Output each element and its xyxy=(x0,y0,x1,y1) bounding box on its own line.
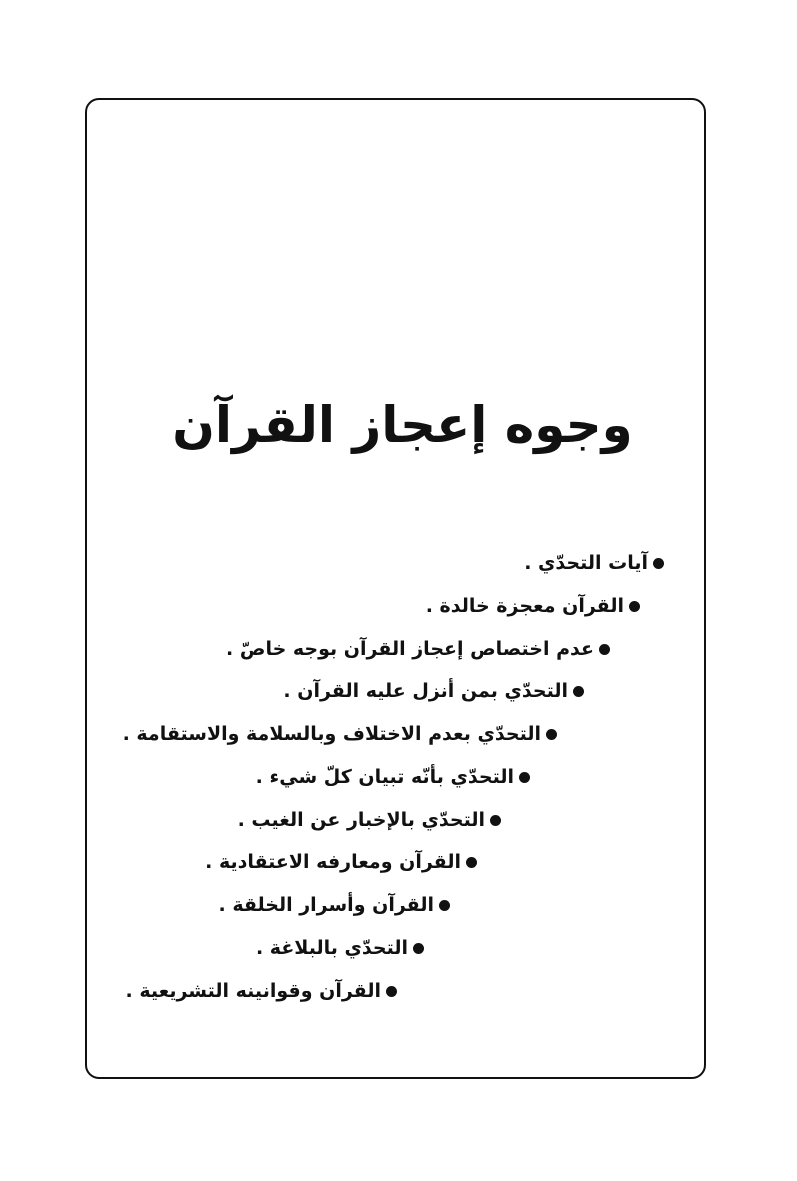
list-item-text: القرآن وأسرار الخلقة . xyxy=(218,894,434,916)
list-item-text: التحدّي بالبلاغة . xyxy=(255,937,408,959)
list-item-text: القرآن معجزة خالدة . xyxy=(425,595,624,617)
list-item xyxy=(524,548,664,578)
list-item xyxy=(256,933,424,963)
list-item xyxy=(238,805,501,835)
list-item xyxy=(426,591,640,621)
bullet-icon xyxy=(519,772,530,783)
list-item-text: التحدّي بمن أنزل عليه القرآن . xyxy=(283,680,568,702)
list-item xyxy=(123,719,557,749)
bullet-icon xyxy=(653,558,664,569)
page-frame xyxy=(85,98,706,1079)
list-item-text: آيات التحدّي . xyxy=(524,552,648,574)
list-item-text: القرآن ومعارفه الاعتقادية . xyxy=(205,851,461,873)
bullet-icon xyxy=(466,857,477,868)
bullet-icon xyxy=(573,686,584,697)
bullet-icon xyxy=(413,943,424,954)
list-item xyxy=(218,890,450,920)
bullet-icon xyxy=(599,644,610,655)
bullet-icon xyxy=(386,986,397,997)
page-title: وجوه إعجاز القرآن xyxy=(172,396,633,454)
bullet-icon xyxy=(439,900,450,911)
bullet-icon xyxy=(490,815,501,826)
list-item xyxy=(256,762,530,792)
list-item-text: القرآن وقوانينه التشريعية . xyxy=(125,980,381,1002)
list-item xyxy=(283,676,584,706)
list-item-text: التحدّي بعدم الاختلاف وبالسلامة والاستقامة . xyxy=(122,723,541,745)
list-item-text: التحدّي بأنّه تبيان كلّ شيء . xyxy=(255,766,514,788)
list-item xyxy=(126,976,397,1006)
bullet-icon xyxy=(546,729,557,740)
list-item xyxy=(226,634,610,664)
list-item-text: التحدّي بالإخبار عن الغيب . xyxy=(237,809,485,831)
list-item xyxy=(205,847,477,877)
list-item-text: عدم اختصاص إعجاز القرآن بوجه خاصّ . xyxy=(226,638,594,660)
bullet-icon xyxy=(629,601,640,612)
